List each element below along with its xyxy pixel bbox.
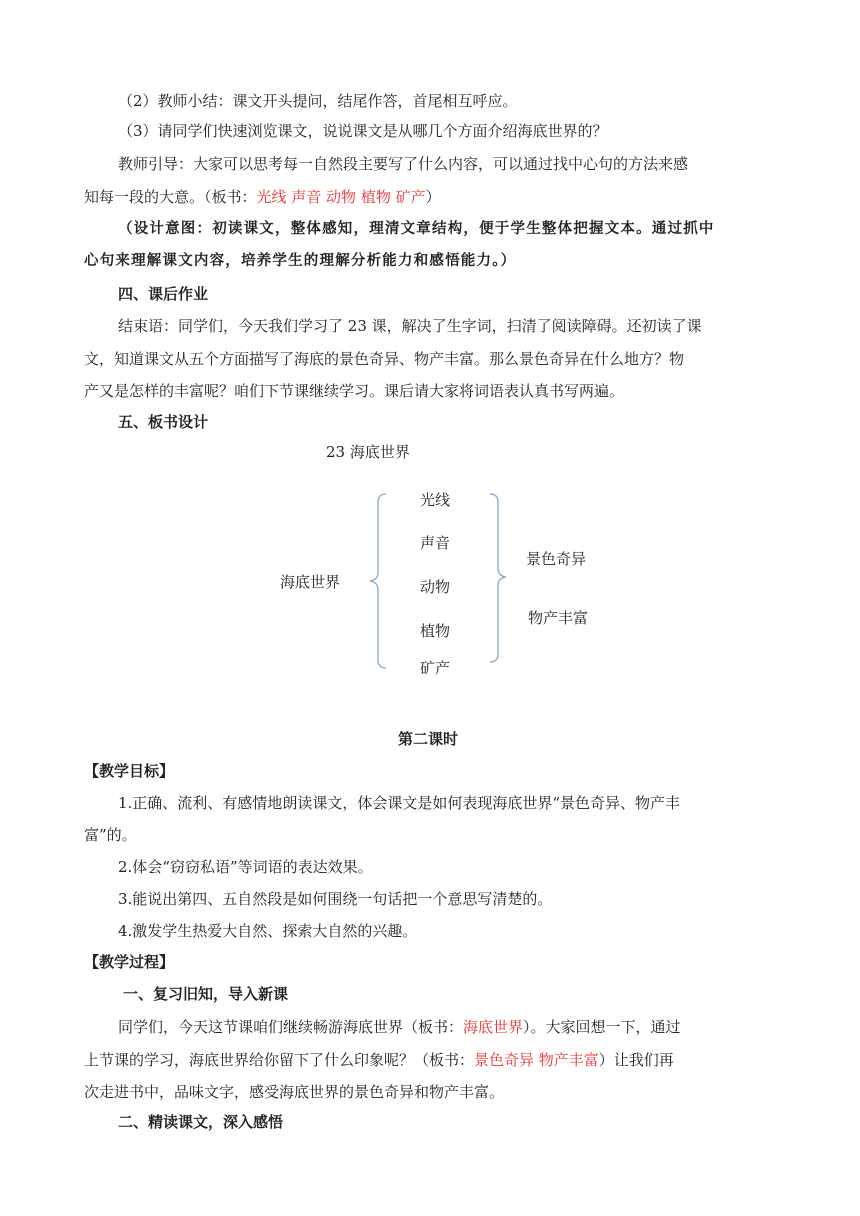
paragraph-question: （3）请同学们快速浏览课文，说说课文是从哪几个方面介绍海底世界的？ xyxy=(118,122,608,140)
board-item-plants: 植物 xyxy=(420,622,451,640)
goal1-line1: 1.正确、流利、有感情地朗读课文，体会课文是如何表现海底世界“景色奇异、物产丰 xyxy=(118,794,680,812)
design-intent-line1: （设计意图：初读课文，整体感知，理清文章结构，便于学生整体把握文本。通过抓中 xyxy=(118,220,715,237)
step1-line2 xyxy=(84,1049,784,1071)
step1-board-red: 景色奇异 物产丰富 xyxy=(474,1051,599,1069)
board-item-animals: 动物 xyxy=(420,578,451,596)
board-item-light: 光线 xyxy=(420,491,451,509)
heading-homework: 四、课后作业 xyxy=(118,285,209,303)
homework-line2: 文，知道课文从五个方面描写了海底的景色奇异、物产丰富。那么景色奇异在什么地方？物 xyxy=(84,350,685,368)
board-item-minerals: 矿产 xyxy=(420,659,451,677)
heading-teaching-goals: 【教学目标】 xyxy=(84,762,175,780)
step1-text: 同学们，今天这节课咱们继续畅游海底世界（板书： xyxy=(118,1018,464,1036)
design-intent-line2: 心句来理解课文内容，培养学生的理解分析能力和感悟能力。） xyxy=(84,252,517,269)
board-right-scenery: 景色奇异 xyxy=(526,550,587,568)
paragraph-guide-line2 xyxy=(84,186,784,208)
lesson2-title: 第二课时 xyxy=(398,730,459,748)
right-brace-icon xyxy=(486,492,510,664)
step1-text: 上节课的学习，海底世界给你留下了什么印象呢？（板书： xyxy=(84,1051,475,1069)
guide-text: 知每一段的大意。（板书： xyxy=(84,188,257,206)
step2-heading: 二、精读课文，深入感悟 xyxy=(118,1113,284,1131)
step1-text-post: ）。大家回想一下，通过 xyxy=(523,1018,681,1036)
goal2: 2.体会“窃窃私语”等词语的表达效果。 xyxy=(118,858,373,876)
step1-line1 xyxy=(118,1016,818,1038)
board-left-label: 海底世界 xyxy=(280,573,341,591)
heading-teaching-process: 【教学过程】 xyxy=(84,953,175,971)
board-right-resources: 物产丰富 xyxy=(528,609,589,627)
board-item-sound: 声音 xyxy=(420,534,451,552)
goal1-line2: 富”的。 xyxy=(84,826,137,844)
guide-close: ） xyxy=(425,188,441,206)
goal3: 3.能说出第四、五自然段是如何围绕一句话把一个意思写清楚的。 xyxy=(118,890,553,908)
board-note-red: 光线 声音 动物 植物 矿产 xyxy=(256,188,426,206)
board-title: 23 海底世界 xyxy=(326,443,410,461)
step1-board-red: 海底世界 xyxy=(463,1018,524,1036)
goal4: 4.激发学生热爱大自然、探索大自然的兴趣。 xyxy=(118,922,418,940)
paragraph-guide-line1: 教师引导：大家可以思考每一自然段主要写了什么内容，可以通过找中心句的方法来感 xyxy=(118,155,689,173)
left-brace-icon xyxy=(366,492,390,670)
step1-line3: 次走进书中，品味文字，感受海底世界的景色奇异和物产丰富。 xyxy=(84,1083,505,1101)
step1-heading: 一、复习旧知，导入新课 xyxy=(123,985,289,1003)
paragraph-teacher-summary: （2）教师小结：课文开头提问，结尾作答，首尾相互呼应。 xyxy=(118,92,518,110)
heading-board-design: 五、板书设计 xyxy=(118,413,209,431)
homework-line3: 产又是怎样的丰富呢？咱们下节课继续学习。课后请大家将词语表认真书写两遍。 xyxy=(84,382,625,400)
step1-text-post: ）让我们再 xyxy=(598,1051,674,1069)
homework-line1: 结束语：同学们，今天我们学习了 23 课，解决了生字词，扫清了阅读障碍。还初读了课 xyxy=(118,317,702,335)
